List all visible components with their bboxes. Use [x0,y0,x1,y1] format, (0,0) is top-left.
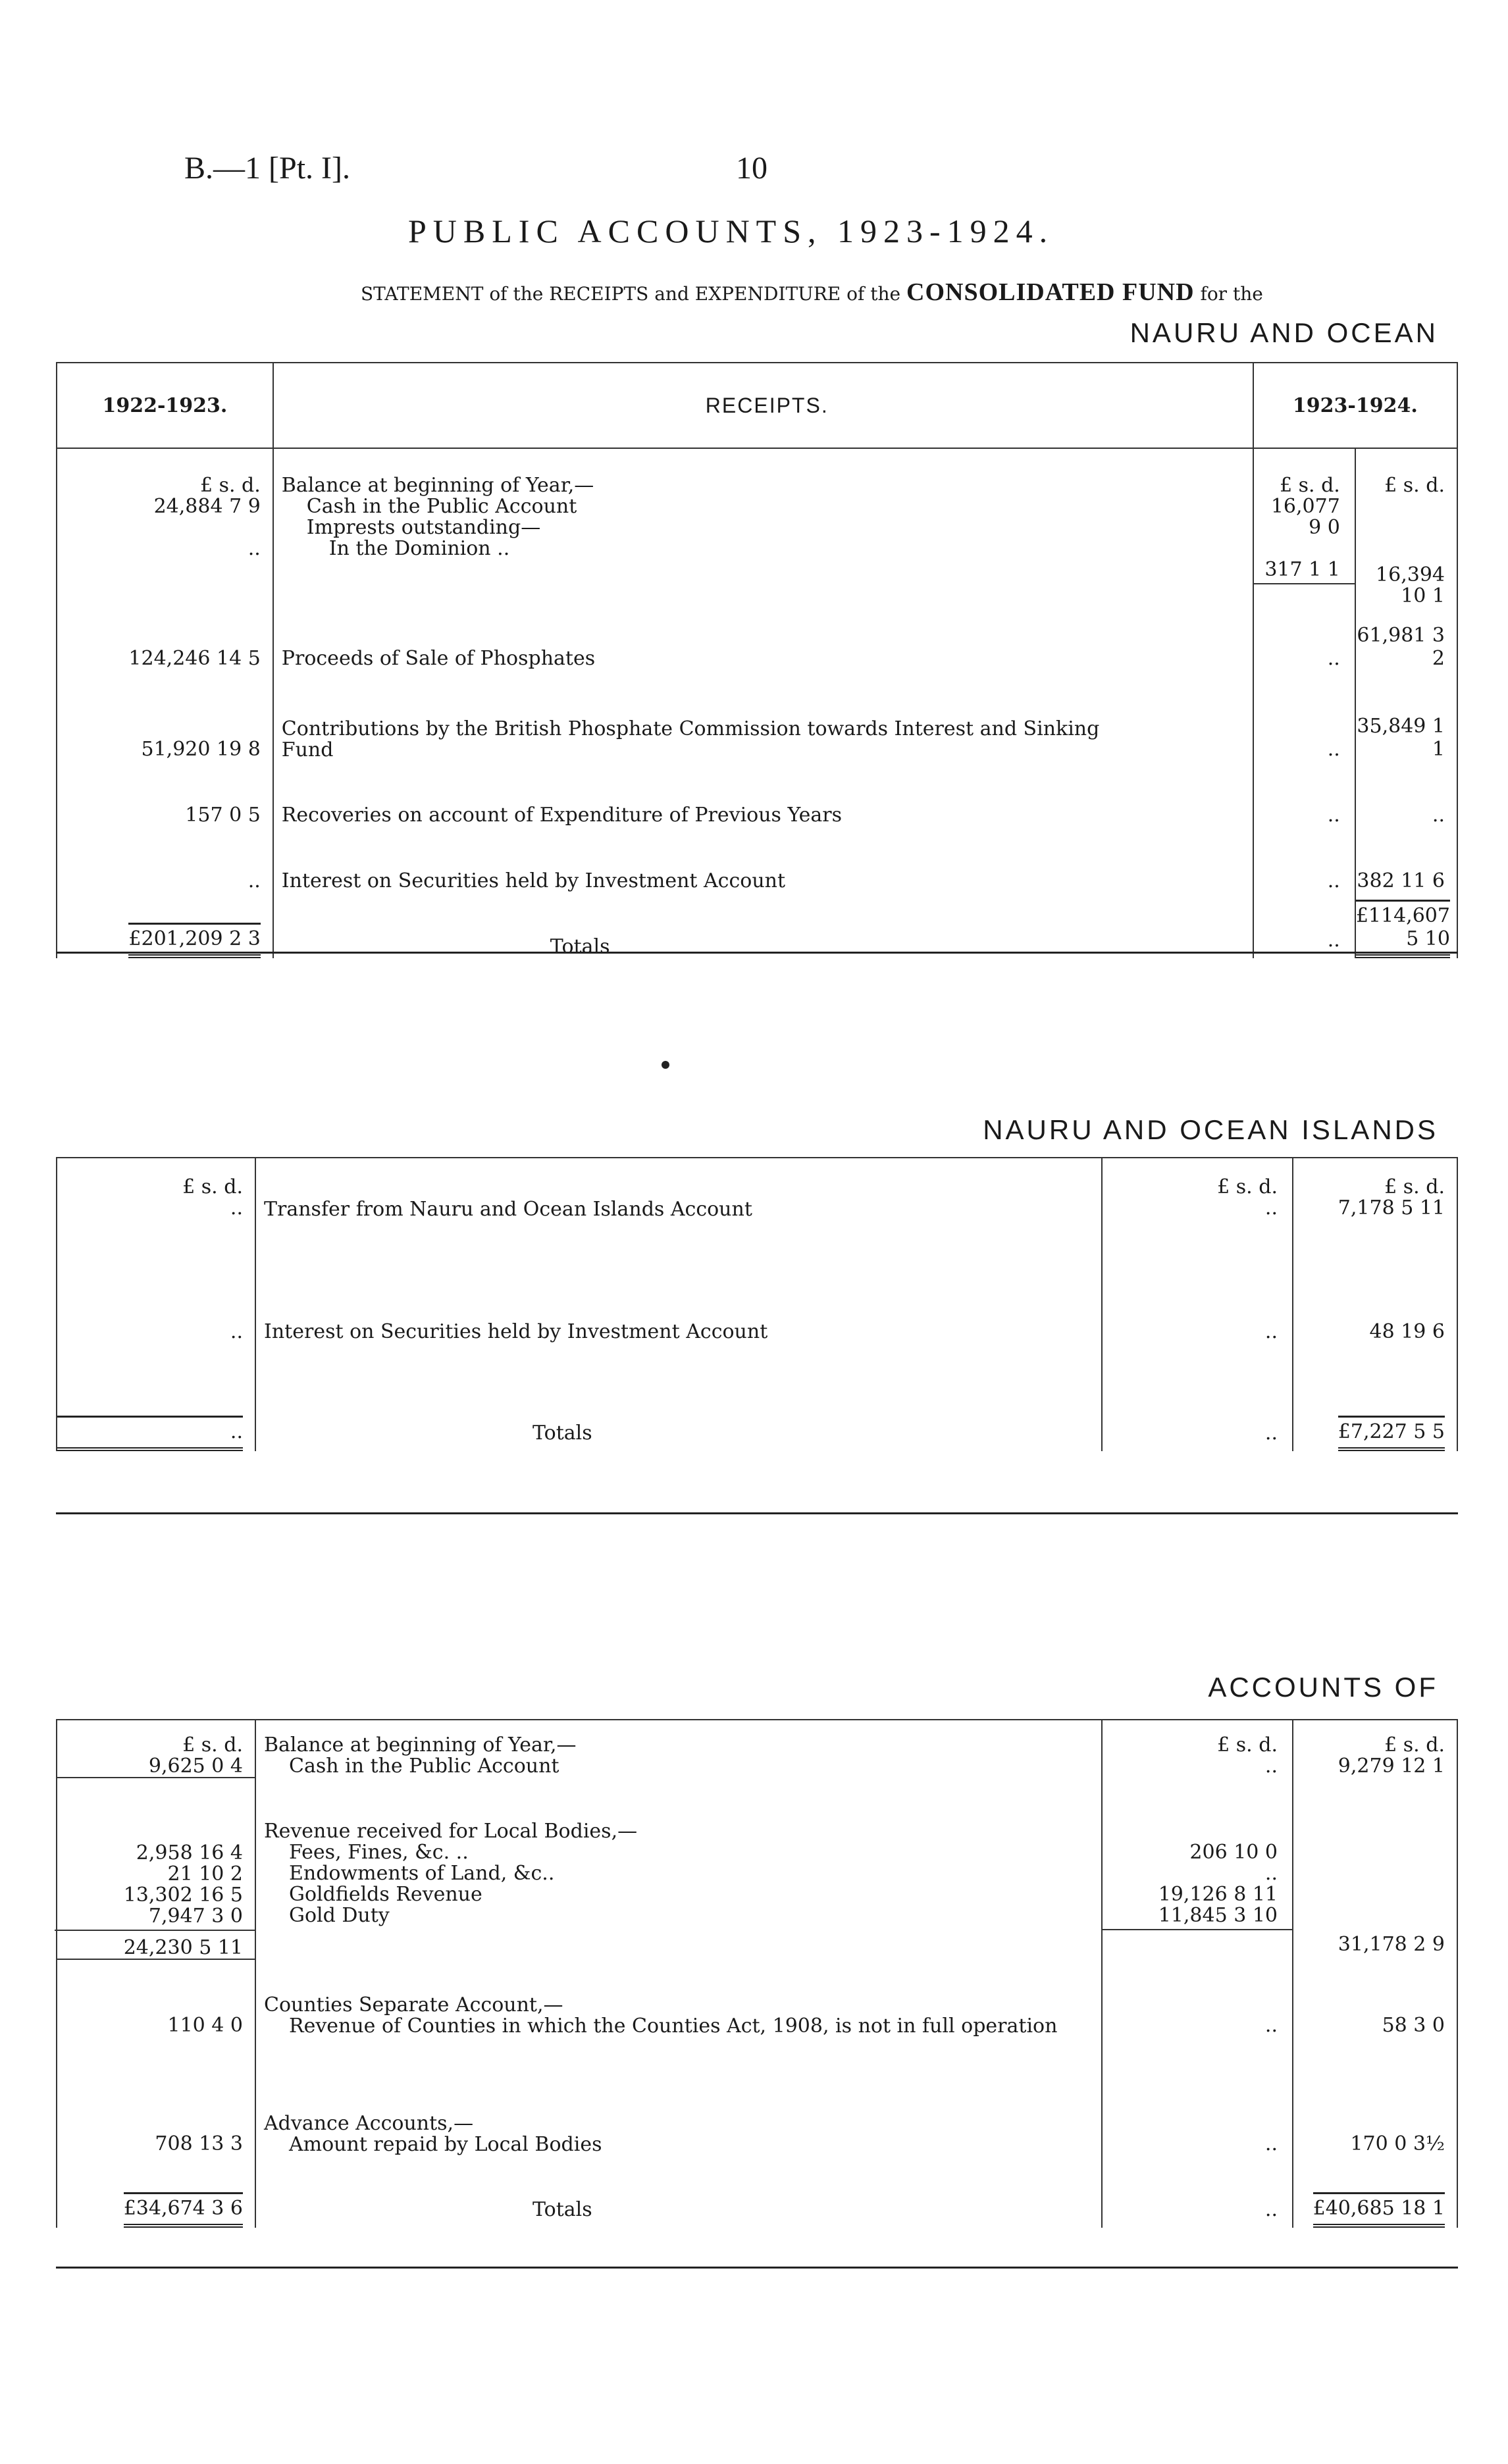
currency-header: £ s. d. [182,1733,243,1757]
balance-heading: Balance at beginning of Year,— [281,474,594,497]
statement-suffix: for the [1200,283,1263,305]
table-row [57,892,1457,958]
total-totals: £7,227 5 5 [1338,1416,1445,1451]
total-counties: 58 3 0 [1293,1959,1457,2037]
document-reference: B.—1 [Pt. I]. [184,151,350,186]
section2-bottom-rule [56,1512,1458,1514]
prev-cash: 9,625 0 4 [148,1755,243,1778]
sub-cash: .. [1264,1755,1278,1778]
table-row [57,1158,1457,1221]
total-balance: 16,394 10 1 [1376,563,1445,607]
prev-cash: 24,884 7 9 [153,495,261,518]
sub-recoveries: .. [1253,761,1355,827]
label-interest: Interest on Securities held by Investment Account [264,1320,768,1343]
sub-fees: 206 10 0 [1189,1841,1278,1864]
sub-advance: .. [1102,2037,1293,2155]
label-cash: Cash in the Public Account [289,1755,559,1778]
sub-cash: 16,077 9 0 [1270,495,1340,539]
section2-table [56,1157,1458,1451]
counties-heading: Counties Separate Account,— [264,1993,563,2016]
page-number: 10 [736,151,767,186]
prev-counties: 110 4 0 [57,1959,255,2037]
sub-totals: .. [1102,1352,1293,1451]
label-contributions-2: Fund [281,738,334,761]
sub-totals: .. [1253,892,1355,958]
currency-header-sub: £ s. d. [1279,474,1340,497]
prev-fees: 2,958 16 4 [136,1841,243,1864]
balance-heading: Balance at beginning of Year,— [264,1733,577,1757]
sub-interest: .. [1253,827,1355,892]
table-row [57,1221,1457,1352]
table-row [57,1720,1457,1778]
prev-revenue-subtotal: 24,230 5 11 [123,1936,243,1959]
label-totals: Totals [550,935,610,958]
table-row [57,2037,1457,2155]
sub-interest: .. [1102,1221,1293,1352]
sub-endowments: .. [1264,1862,1278,1885]
prev-interest: .. [57,1221,255,1352]
sub-dominion: 317 1 1 [1254,559,1355,584]
col-receipts: RECEIPTS. [273,363,1253,448]
sub-totals: .. [1102,2155,1293,2228]
label-gold-duty: Gold Duty [289,1904,390,1927]
label-advance: Amount repaid by Local Bodies [289,2133,602,2156]
col-prev-year: 1922-1923. [57,363,273,448]
table-row [57,761,1457,827]
section3-table [56,1719,1458,2228]
total-totals: £40,685 18 1 [1313,2192,1445,2228]
label-fees: Fees, Fines, &c. .. [289,1841,469,1864]
sub-phosphates: .. [1253,607,1355,670]
bullet-mark [662,1061,669,1069]
currency-header-sub: £ s. d. [1217,1733,1278,1757]
total-cash: 9,279 12 1 [1338,1755,1445,1778]
prev-endowments: 21 10 2 [167,1862,243,1886]
section3-bottom-rule [56,2267,1458,2269]
label-counties: Revenue of Counties in which the Counties Act, 1908, is not in full operation [289,2015,1058,2038]
advance-heading: Advance Accounts,— [264,2112,474,2135]
imprests-heading: Imprests outstanding— [306,516,541,539]
currency-header: £ s. d. [199,474,261,497]
total-advance: 170 0 3½ [1293,2037,1457,2155]
currency-header-total: £ s. d. [1384,1175,1445,1198]
page-title: PUBLIC ACCOUNTS, 1923-1924. [408,213,1054,249]
table-row [57,827,1457,892]
table-row [57,2155,1457,2228]
prev-interest: .. [57,827,273,892]
statement-prefix: STATEMENT of the RECEIPTS and EXPENDITURE of the [361,283,901,305]
prev-advance: 708 13 3 [57,2037,255,2155]
label-dominion: In the Dominion .. [328,537,510,560]
table-row [57,607,1457,670]
table-row [57,1352,1457,1451]
label-phosphates: Proceeds of Sale of Phosphates [281,647,596,670]
label-contributions: Contributions by the British Phosphate Commission towards Interest and Sinking [281,717,1100,740]
currency-header: £ s. d. [182,1175,243,1198]
prev-totals: £34,674 3 6 [124,2192,243,2228]
label-totals: Totals [533,2198,592,2221]
sub-goldfields: 19,126 8 11 [1158,1883,1278,1906]
currency-header-total: £ s. d. [1384,1733,1445,1757]
col-curr-year: 1923-1924. [1253,363,1457,448]
statement-heading [361,278,1263,307]
total-contributions: 35,849 1 1 [1355,670,1457,761]
sub-transfer: .. [1264,1196,1278,1219]
prev-contributions: 51,920 19 8 [57,670,273,761]
prev-goldfields: 13,302 16 5 [123,1884,243,1907]
prev-dominion: .. [247,537,261,560]
prev-phosphates: 124,246 14 5 [57,607,273,670]
sub-contributions: .. [1253,670,1355,761]
label-recoveries: Recoveries on account of Expenditure of Previous Years [281,804,843,827]
label-endowments: Endowments of Land, &c.. [289,1862,555,1885]
currency-header-total: £ s. d. [1384,474,1445,497]
total-transfer: 7,178 5 11 [1338,1196,1445,1219]
total-interest: 48 19 6 [1293,1221,1457,1352]
table-row [57,1778,1457,1959]
total-revenue: 31,178 2 9 [1338,1933,1445,1956]
label-interest: Interest on Securities held by Investment Account [281,869,786,892]
section1-table [56,362,1458,958]
table-row [57,670,1457,761]
total-recoveries: .. [1355,761,1457,827]
section3-title: ACCOUNTS OF [1208,1672,1438,1703]
section1-title: NAURU AND OCEAN [1130,317,1438,348]
label-goldfields: Goldfields Revenue [289,1883,482,1906]
prev-transfer: .. [230,1196,243,1219]
label-cash: Cash in the Public Account [306,495,577,518]
currency-header-sub: £ s. d. [1217,1175,1278,1198]
total-totals: £114,607 5 10 [1356,900,1450,958]
table-row [57,448,1457,607]
statement-fund: CONSOLIDATED FUND [906,278,1195,306]
table-row [57,1959,1457,2037]
total-phosphates: 61,981 3 2 [1355,607,1457,670]
total-interest: 382 11 6 [1355,827,1457,892]
prev-totals: £201,209 2 3 [128,923,260,958]
sub-counties: .. [1102,1959,1293,2037]
sub-gold-duty: 11,845 3 10 [1103,1905,1292,1930]
section2-title: NAURU AND OCEAN ISLANDS [983,1114,1438,1145]
prev-gold-duty: 7,947 3 0 [55,1906,255,1931]
label-totals: Totals [533,1422,592,1445]
section1-bottom-rule [56,952,1458,954]
revenue-heading: Revenue received for Local Bodies,— [264,1820,638,1843]
prev-totals: .. [57,1416,243,1451]
prev-recoveries: 157 0 5 [57,761,273,827]
label-transfer: Transfer from Nauru and Ocean Islands Account [264,1198,752,1221]
